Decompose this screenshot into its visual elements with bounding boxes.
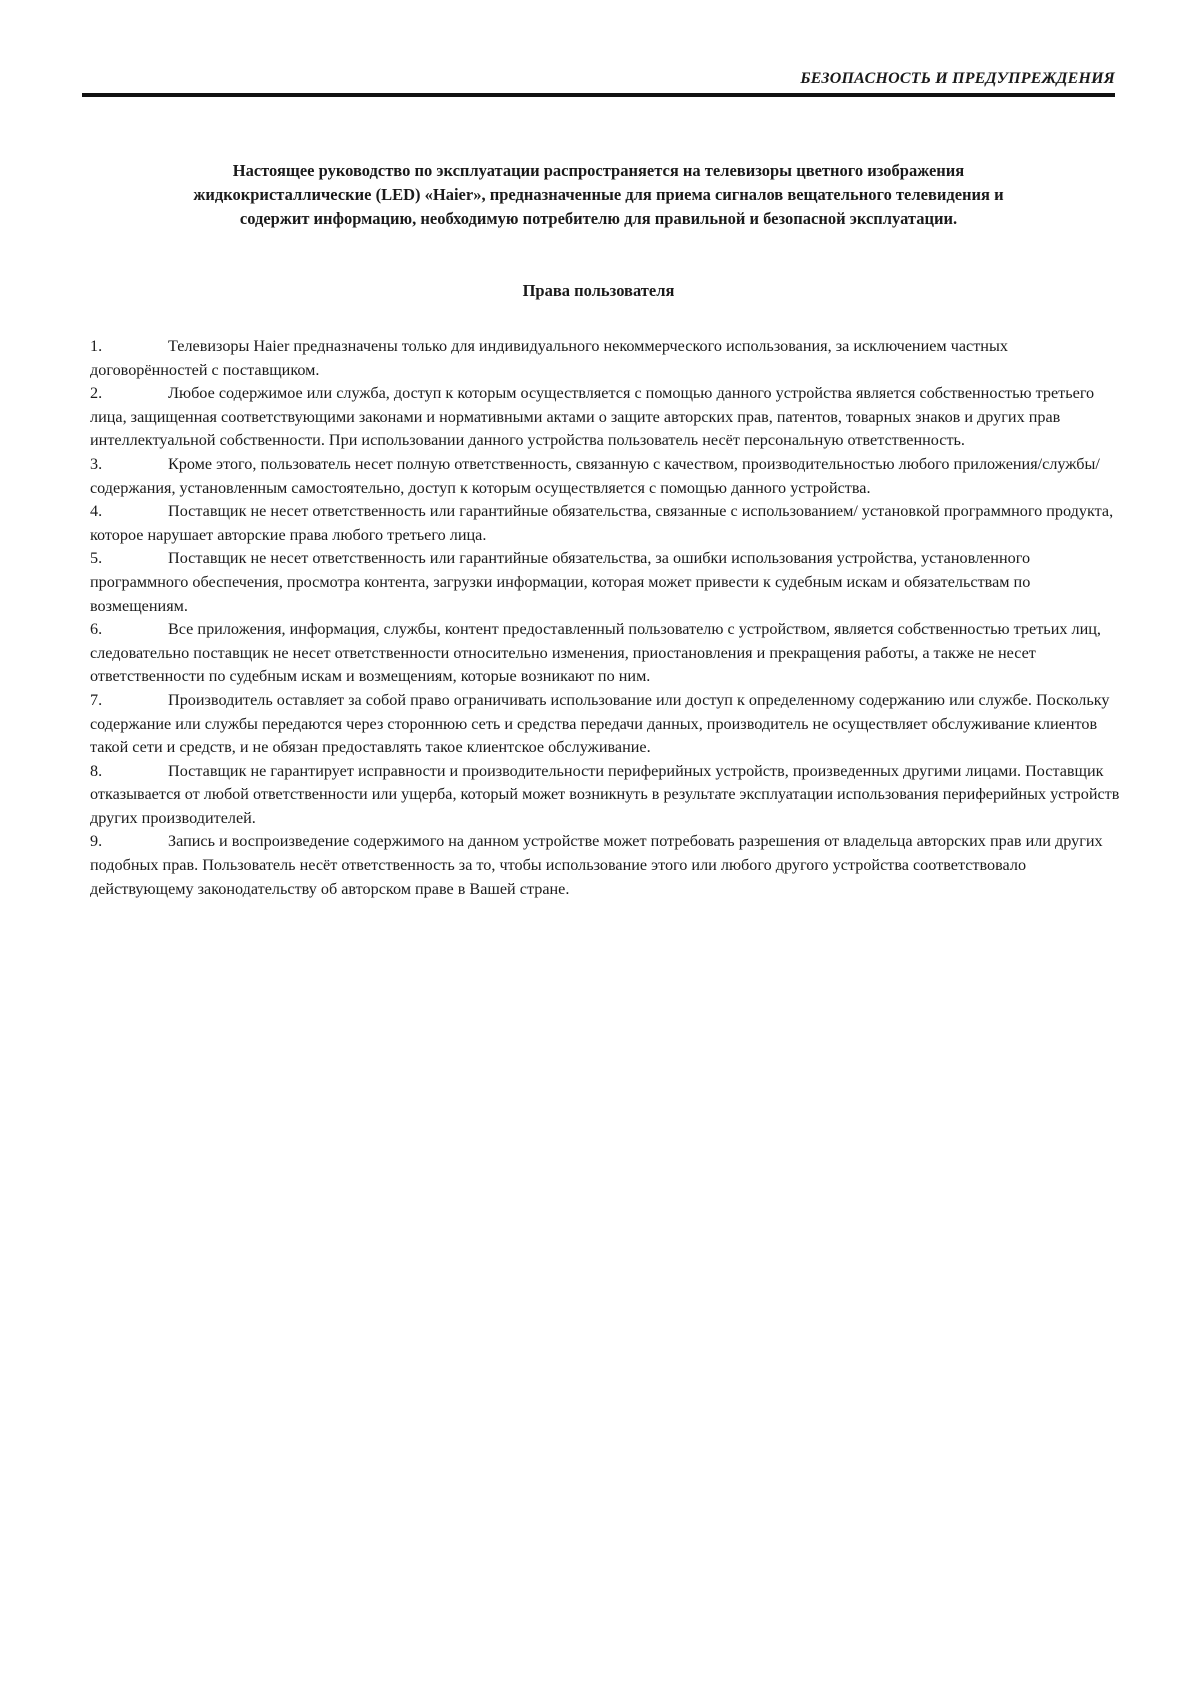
item-text: Любое содержимое или служба, доступ к которым осуществляется с помощью данного устройства является собственностью третьего лица, защищенная соответствующими законами и нормативными актами о защите авторских прав, патентов, товарных знаков и других прав интеллектуальной собственности. При использовании данного устройства пользователь несёт персональную ответственность. (90, 384, 1095, 450)
item-number: 3. (90, 454, 103, 473)
item-text: Телевизоры Haier предназначены только для индивидуального некоммерческого использования, за исключением частных договорённостей с поставщиком. (90, 337, 1008, 379)
item-number: 8. (90, 761, 103, 780)
item-number: 2. (90, 384, 103, 403)
item-text: Производитель оставляет за собой право ограничивать использование или доступ к определенному содержанию или службе. Поскольку содержание или службы передаются через стороннюю сеть и средства передачи данных, производитель не осуществляет обслуживание клиентов такой сети и средств, и не обязан предоставлять такое клиентское обслуживание. (90, 690, 1110, 757)
item-number: 4. (90, 502, 103, 521)
item-number: 7. (90, 690, 103, 709)
item-text: Кроме этого, пользователь несет полную ответственность, связанную с качеством, производительностью любого приложения/службы/содержания, установленным самостоятельно, доступ к которым осуществляется с помощью данного устройства. (90, 454, 1100, 497)
list-item (90, 453, 1125, 500)
list-item (90, 618, 1125, 689)
item-number: 6. (90, 620, 103, 639)
list-item (90, 500, 1125, 547)
list-item (90, 760, 1125, 831)
list-item (90, 382, 1125, 453)
list-item (90, 689, 1125, 760)
intro-line: Настоящее руководство по эксплуатации распространяется на телевизоры цветного изображения (232, 161, 965, 180)
item-text: Поставщик не гарантирует исправности и производительности периферийных устройств, произведенных другими лицами. Поставщик отказывается от любой ответственности или ущерба, который может возникнуть в результате эксплуатации использования периферийных устройств других производителей. (90, 761, 1120, 827)
user-rights-list (90, 335, 1125, 901)
item-number: 1. (90, 337, 103, 355)
intro-paragraph (82, 159, 1115, 231)
item-text: Поставщик не несет ответственность или гарантийные обязательства, за ошибки использования устройства, установленного программного обеспечения, просмотра контента, загрузки информации, которая может привести к судебным искам и обязательствам по возмещениям. (90, 549, 1031, 615)
intro-line: содержит информацию, необходимую потребителю для правильной и безопасной эксплуатации. (239, 209, 958, 228)
intro-line: жидкокристаллические (LED) «Haier», предназначенные для приема сигналов вещательного телевидения и (193, 185, 1004, 204)
item-text: Все приложения, информация, службы, контент предоставленный пользователю с устройством, является собственностью третьих лиц, следовательно поставщик не несет ответственности относительно изменения, приостановления и прекращения работы, а также не несет ответственности по судебным искам и возмещениям, которые возникают по ним. (90, 620, 1101, 686)
item-number: 5. (90, 549, 103, 568)
section-title: Права пользователя (522, 281, 675, 300)
header-divider (82, 93, 1115, 97)
page-header-title: БЕЗОПАСНОСТЬ И ПРЕДУПРЕЖДЕНИЯ (800, 70, 1115, 87)
list-item (90, 335, 1125, 382)
list-item (90, 830, 1125, 901)
list-item (90, 547, 1125, 618)
item-text: Запись и воспроизведение содержимого на данном устройстве может потребовать разрешения от владельца авторских прав или других подобных прав. Пользователь несёт ответственность за то, чтобы использование этого или любого другого устройства соответствовало действующему законодательству об авторском праве в Вашей стране. (90, 832, 1103, 898)
item-number: 9. (90, 832, 103, 851)
item-text: Поставщик не несет ответственность или гарантийные обязательства, связанные с использованием/ установкой программного продукта, которое нарушает авторские права любого третьего лица. (90, 502, 1114, 544)
